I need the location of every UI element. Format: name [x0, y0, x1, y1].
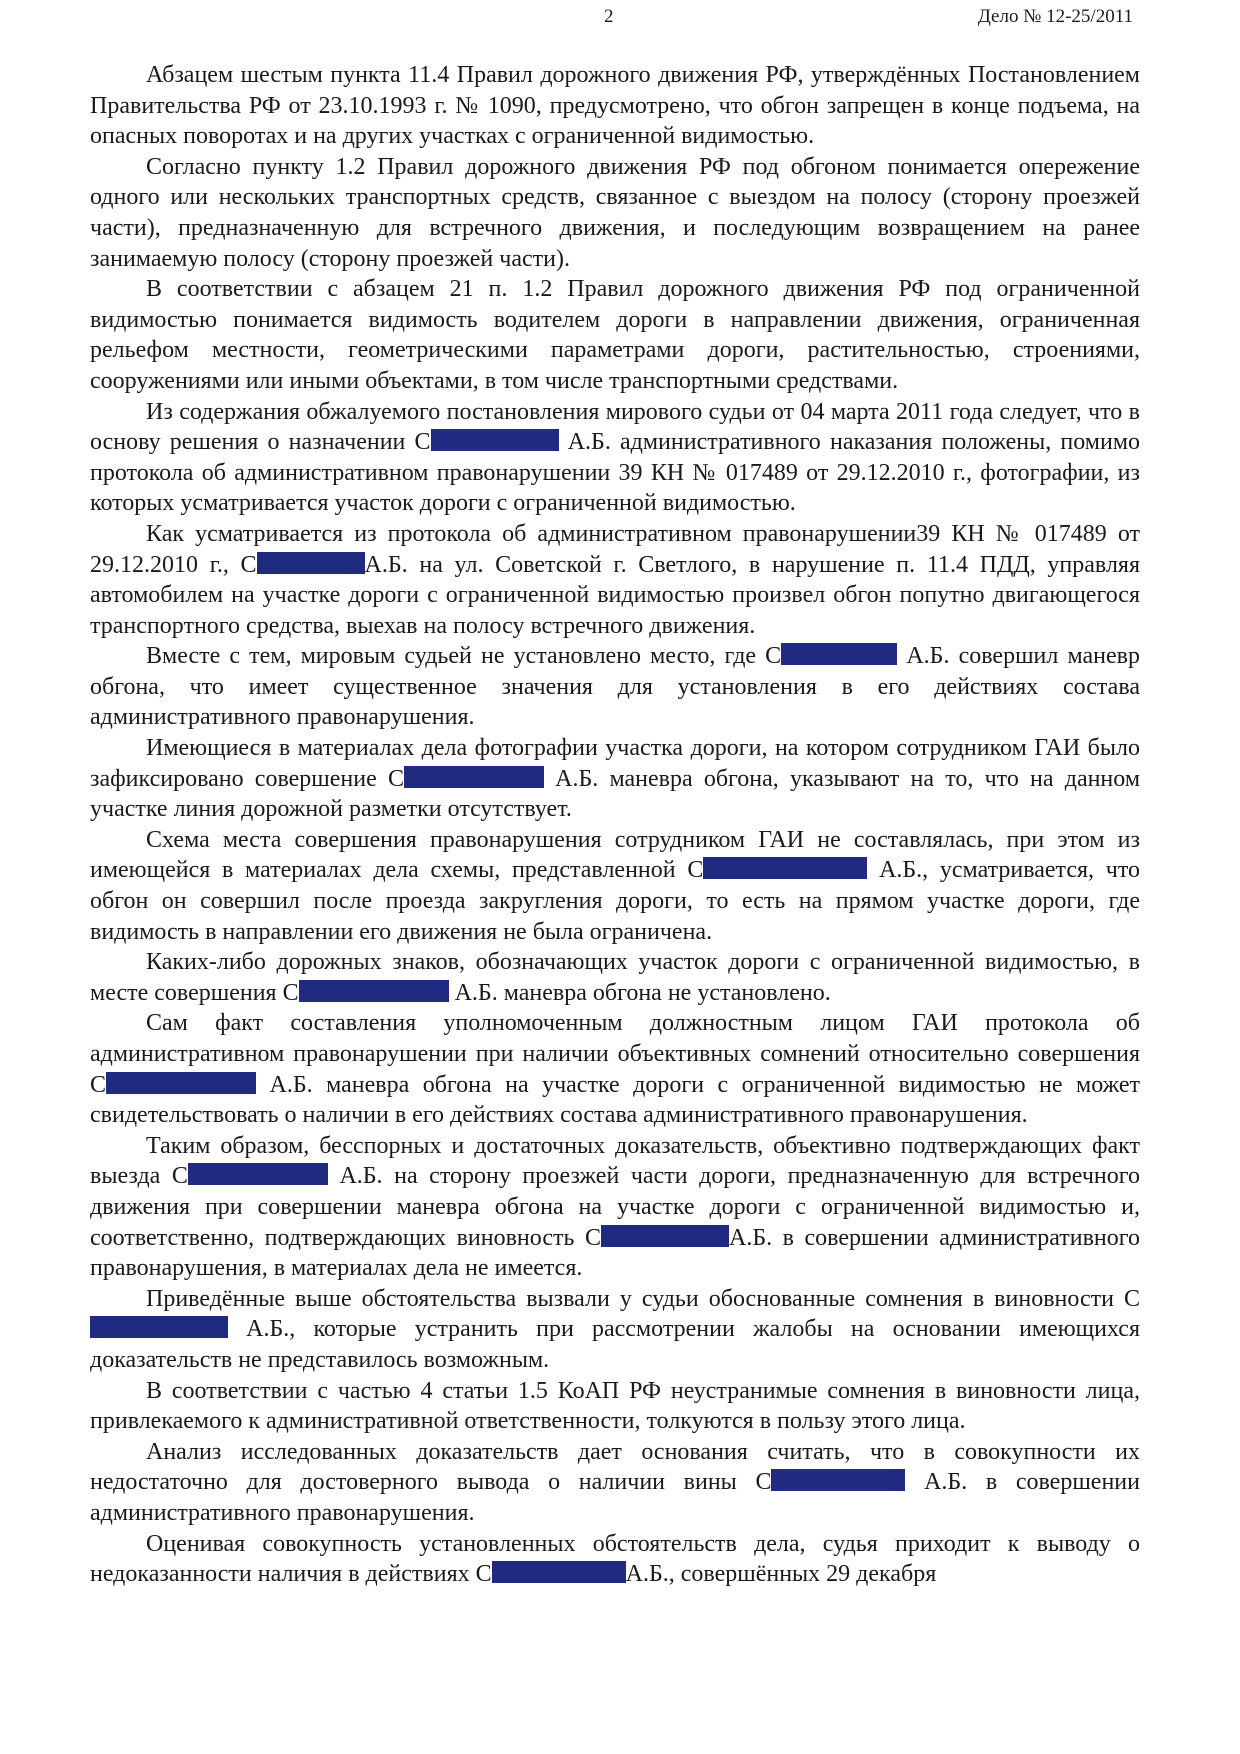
redaction-block	[703, 857, 867, 879]
text-run: А.Б. в совершении административного правонарушения.	[90, 1469, 1140, 1526]
text-run: А.Б. административного наказания положены, помимо протокола об административном правонарушении 39 КН № 017489 от 29.12.2010 г., фотографии, из которых усматривается участок дороги с ограниченной видимостью.	[90, 429, 1141, 517]
redaction-block	[106, 1072, 256, 1094]
text-run: Имеющиеся в материалах дела фотографии участка дороги, на котором сотрудником ГАИ было зафиксировано совершение С	[90, 735, 1140, 792]
text-run: А.Б. маневра обгона, указывают на то, что на данном участке линия дорожной разметки отсутствует.	[90, 765, 1141, 823]
text-run: В соответствии с частью 4 статьи 1.5 КоАП РФ неустранимые сомнения в виновности лица, привлекаемого к административной ответственности, толкуются в пользу этого лица.	[90, 1377, 1140, 1435]
text-run: А.Б. маневра обгона не установлено.	[448, 979, 831, 1006]
document-body	[90, 60, 1140, 1590]
text-run: А.Б., усматривается, что обгон он совершил после проезда закругления дороги, то есть на прямом участке дороги, где видимость в направлении его движения не была ограничена.	[90, 857, 1140, 945]
paragraph	[90, 397, 1140, 519]
page-number: 2	[604, 6, 614, 27]
redaction-block	[431, 429, 559, 451]
text-run: Сам факт составления уполномоченным должностным лицом ГАИ протокола об административном правонарушении при наличии объективных сомнений относительно совершения С	[90, 1010, 1140, 1098]
text-run: Из содержания обжалуемого постановления мирового судьи от 04 марта 2011 года следует, что в основу решения о назначении С	[90, 398, 1140, 456]
paragraph	[90, 1529, 1140, 1590]
redaction-block	[601, 1225, 729, 1247]
paragraph	[90, 152, 1140, 274]
text-run: Приведённые выше обстоятельства вызвали у судьи обоснованные сомнения в виновности С	[146, 1285, 1140, 1312]
redaction-block	[404, 766, 544, 788]
paragraph	[90, 947, 1140, 1008]
text-run: Схема места совершения правонарушения сотрудником ГАИ не составлялась, при этом из имеющейся в материалах дела схемы, представленной С	[90, 826, 1140, 884]
page-header	[0, 6, 1240, 36]
text-run: А.Б. на сторону проезжей части дороги, предназначенную для встречного движения при совершении маневра обгона на участке дороги с ограниченной видимостью и, соответственно, подтверждающих виновность С	[90, 1163, 1140, 1251]
redaction-block	[299, 980, 449, 1002]
text-run: Абзацем шестым пункта 11.4 Правил дорожного движения РФ, утверждённых Постановлением Правительства РФ от 23.10.1993 г. № 1090, предусмотрено, что обгон запрещен в конце подъема, на опасных поворотах и на других участках с ограниченной видимостью.	[90, 62, 1140, 150]
text-run: А.Б. на ул. Советской г. Светлого, в нарушение п. 11.4 ПДД, управляя автомобилем на участке дороги с ограниченной видимостью произвел обгон попутно двигающегося транспортного средства, выехав на полосу встречного движения.	[90, 551, 1140, 639]
paragraph	[90, 641, 1140, 733]
paragraph	[90, 1284, 1140, 1376]
redaction-block	[781, 643, 897, 665]
text-run: Каких-либо дорожных знаков, обозначающих участок дороги с ограниченной видимостью, в месте совершения С	[90, 949, 1140, 1006]
redaction-block	[492, 1561, 626, 1583]
paragraph	[90, 60, 1140, 152]
paragraph	[90, 1008, 1140, 1130]
paragraph	[90, 733, 1140, 825]
redaction-block	[188, 1163, 328, 1185]
redaction-block	[771, 1469, 905, 1491]
paragraph	[90, 1376, 1140, 1437]
text-run: А.Б., совершённых 29 декабря	[625, 1561, 937, 1588]
paragraph	[90, 519, 1140, 641]
text-run: А.Б. совершил маневр обгона, что имеет существенное значения для установления в его действиях состава административного правонарушения.	[90, 643, 1140, 731]
paragraph	[90, 1131, 1140, 1284]
redaction-block	[90, 1316, 228, 1338]
text-run: Анализ исследованных доказательств дает основания считать, что в совокупности их недостаточно для достоверного вывода о наличии вины С	[90, 1438, 1140, 1496]
paragraph	[90, 274, 1140, 396]
text-run: Таким образом, бесспорных и достаточных доказательств, объективно подтверждающих факт выезда С	[90, 1132, 1140, 1190]
paragraph	[90, 1437, 1140, 1529]
text-run: Оценивая совокупность установленных обстоятельств дела, судья приходит к выводу о недоказанности наличия в действиях С	[90, 1530, 1140, 1588]
paragraph	[90, 825, 1140, 947]
redaction-block	[257, 552, 365, 574]
text-run: В соответствии с абзацем 21 п. 1.2 Правил дорожного движения РФ под ограниченной видимостью понимается видимость водителем дороги в направлении движения, ограниченная рельефом местности, геометрическими параметрами дороги, растительностью, строениями, сооружениями или иными объектами, в том числе транспортными средствами.	[90, 276, 1140, 394]
text-run: Как усматривается из протокола об административном правонарушении39 КН № 017489 от 29.12.2010 г., С	[90, 520, 1140, 578]
text-run: Согласно пункту 1.2 Правил дорожного движения РФ под обгоном понимается опережение одного или нескольких транспортных средств, связанное с выездом на полосу (сторону проезжей части), предназначенную для встречного движения, и последующим возвращением на ранее занимаемую полосу (сторону проезжей части).	[90, 153, 1140, 272]
text-run: А.Б., которые устранить при рассмотрении жалобы на основании имеющихся доказательств не представилось возможным.	[90, 1316, 1140, 1373]
case-number: Дело № 12-25/2011	[977, 6, 1133, 27]
text-run: А.Б. в совершении административного правонарушения, в материалах дела не имеется.	[90, 1224, 1140, 1282]
text-run: Вместе с тем, мировым судьей не установлено место, где С	[146, 643, 782, 670]
text-run: А.Б. маневра обгона на участке дороги с ограниченной видимостью не может свидетельствовать о наличии в его действиях состава административного правонарушения.	[90, 1071, 1140, 1129]
